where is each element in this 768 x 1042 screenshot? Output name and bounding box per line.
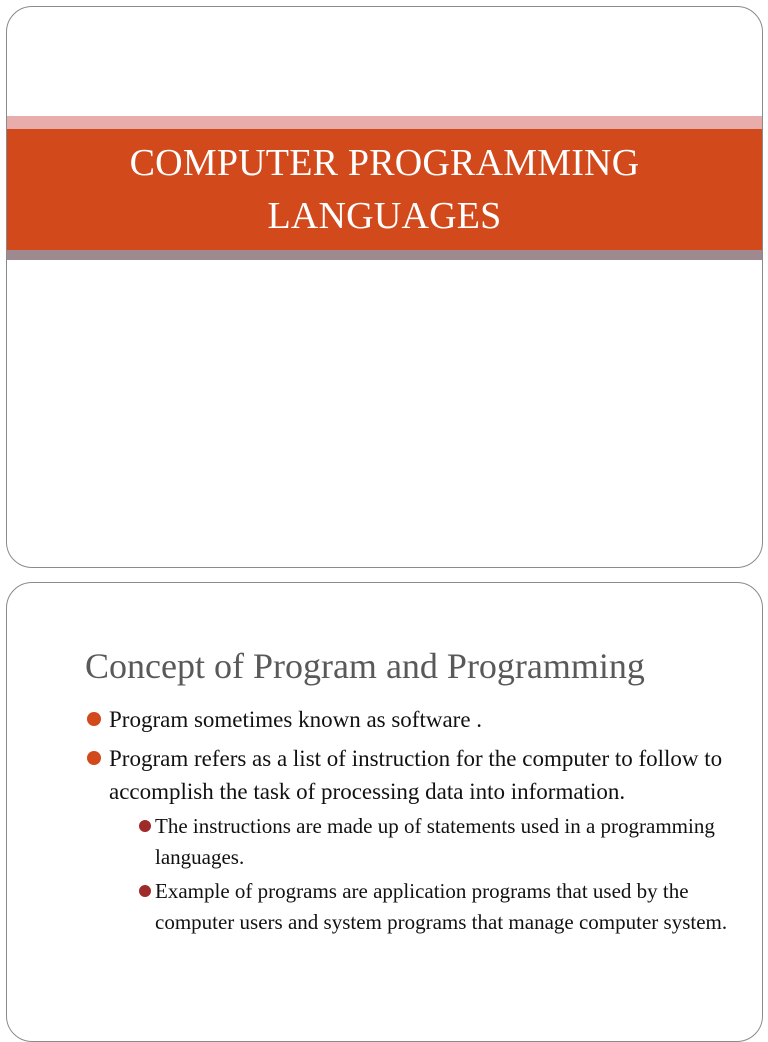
sub-bullet-dot-icon <box>139 885 151 897</box>
title-band-top-stripe <box>7 116 762 129</box>
slide-title-line-2: LANGUAGES <box>267 194 502 237</box>
bullet-text: Program refers as a list of instruction for the computer to follow to accomplish the task of processing data into information. <box>109 746 723 804</box>
sub-bullet-dot-icon <box>139 820 151 832</box>
content-slide <box>6 582 763 1042</box>
title-slide <box>6 6 763 568</box>
bullet-dot-icon <box>87 712 101 726</box>
slide-title-line-1: COMPUTER PROGRAMMING <box>129 141 640 184</box>
slide-title <box>130 137 640 243</box>
bullet-dot-icon <box>87 751 101 765</box>
title-band <box>7 129 762 250</box>
bullet-item <box>85 742 745 938</box>
bullet-item <box>85 703 745 736</box>
bullet-list <box>85 703 745 944</box>
sub-bullet-item <box>133 876 745 938</box>
sub-bullet-item <box>133 811 745 873</box>
bullet-text: Program sometimes known as software . <box>109 707 483 732</box>
sub-bullet-list <box>109 811 745 938</box>
sub-bullet-text: The instructions are made up of statements used in a programming languages. <box>155 814 715 869</box>
title-band-bottom-stripe <box>7 250 762 260</box>
slide-heading: Concept of Program and Programming <box>85 646 645 686</box>
sub-bullet-text: Example of programs are application programs that used by the computer users and system programs that manage computer system. <box>155 879 728 934</box>
